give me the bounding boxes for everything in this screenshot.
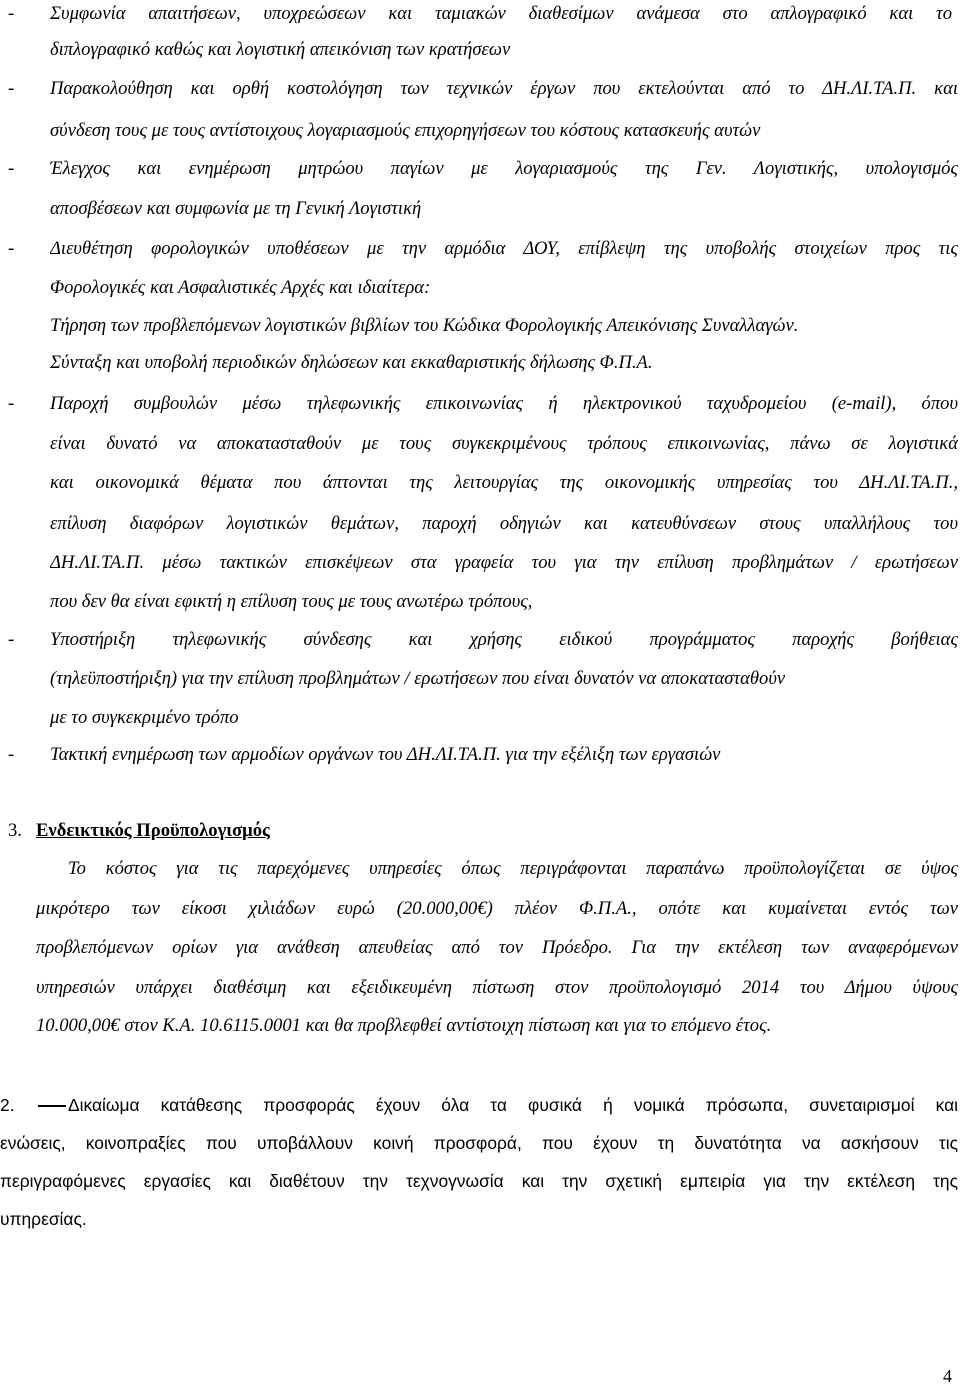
bullet-text: αποσβέσεων και συμφωνία με τη Γενική Λογιστική [50,198,422,219]
bullet-dash: - [8,629,15,650]
bullet-text: Διευθέτηση φορολογικών υποθέσεων με την αρμόδια ΔΟΥ, επίβλεψη της υποβολής στοιχείων προς τις [50,238,958,259]
paragraph-text: υπηρεσίας. [0,1209,87,1229]
bullet-dash: - [8,393,15,414]
paragraph-text: υπηρεσιών υπάρχει διαθέσιμη και εξειδικευμένη πίστωση στον προϋπολογισμό 2014 του Δήμου ύψους [36,977,958,998]
paragraph-text: προβλεπόμενων ορίων για ανάθεση απευθείας από τον Πρόεδρο. Για την εκτέλεση των αναφερόμενων [36,937,958,958]
section-title: Ενδεικτικός Προϋπολογισμός [36,820,270,841]
bullet-text: επίλυση διαφόρων λογιστικών θεμάτων, παροχή οδηγιών και κατευθύνσεων στους υπαλλήλους του [50,513,958,534]
bullet-text: σύνδεση τους με τους αντίστοιχους λογαριασμούς επιχορηγήσεων του κόστους κατασκευής αυτών [50,120,761,141]
paragraph-text: ενώσεις, κοινοπραξίες που υποβάλλουν κοινή προσφορά, που έχουν τη δυνατότητα να ασκήσουν τις [0,1133,958,1153]
bullet-text: με το συγκεκριμένο τρόπο [50,707,239,728]
bullet-text: Τακτική ενημέρωση των αρμοδίων οργάνων του ΔΗ.ΛΙ.ΤΑ.Π. για την εξέλιξη των εργασιών [50,744,721,765]
bullet-text: Φορολογικές και Ασφαλιστικές Αρχές και ιδιαίτερα: [50,277,431,298]
bullet-dash: - [8,158,15,179]
bullet-text: Έλεγχος και ενημέρωση μητρώου παγίων με λογαριασμούς της Γεν. Λογιστικής, υπολογισμός [50,158,958,179]
paragraph-text: μικρότερο των είκοσι χιλιάδων ευρώ (20.000,00€) πλέον Φ.Π.Α., οπότε και κυμαίνεται εντός των [36,898,958,919]
paragraph-text: Δικαίωμα κατάθεσης προσφοράς έχουν όλα τα φυσικά ή νομικά πρόσωπα, συνεταιρισμοί και [68,1095,958,1115]
bullet-text: Παρακολούθηση και ορθή κοστολόγηση των τεχνικών έργων που εκτελούνται από το ΔΗ.ΛΙ.ΤΑ.Π. και [50,78,958,99]
bullet-dash: - [8,3,15,24]
bullet-text: που δεν θα είναι εφικτή η επίλυση τους με τους ανωτέρω τρόπους, [50,591,533,612]
bullet-text: είναι δυνατό να αποκατασταθούν με τους συγκεκριμένους τρόπους επικοινωνίας, πάνω σε λογιστικά [50,433,958,454]
bullet-dash: - [8,238,15,259]
bullet-text: Συμφωνία απαιτήσεων, υποχρεώσεων και ταμιακών διαθεσίμων ανάμεσα στο απλογραφικό και το [50,3,952,24]
paragraph-text: Το κόστος για τις παρεχόμενες υπηρεσίες όπως περιγράφονται παραπάνω προϋπολογίζεται σε ύψος [68,858,958,879]
bullet-text: Τήρηση των προβλεπόμενων λογιστικών βιβλίων του Κώδικα Φορολογικής Απεικόνισης Συναλλαγών. [50,315,799,336]
bullet-text: (τηλεϋποστήριξη) για την επίλυση προβλημάτων / ερωτήσεων που είναι δυνατόν να αποκατασταθούν [50,668,786,689]
bullet-dash: - [8,78,15,99]
page-number: 4 [943,1366,952,1386]
bullet-text: ΔΗ.ΛΙ.ΤΑ.Π. μέσω τακτικών επισκέψεων στα γραφεία του για την επίλυση προβλημάτων / ερωτήσεων [50,552,958,573]
bullet-text: διπλογραφικό καθώς και λογιστική απεικόνιση των κρατήσεων [50,39,511,60]
section-number: 3. [8,820,22,841]
paragraph-text: 10.000,00€ στον Κ.Α. 10.6115.0001 και θα προβλεφθεί αντίστοιχη πίστωση και για το επόμενο έτος. [36,1015,772,1036]
bullet-text: Σύνταξη και υποβολή περιοδικών δηλώσεων και εκκαθαριστικής δήλωσης Φ.Π.Α. [50,352,653,373]
paragraph-text: περιγραφόμενες εργασίες και διαθέτουν την τεχνογνωσία και την σχετική εμπειρία για την εκτέλεση της [0,1171,958,1191]
bullet-text: και οικονομικά θέματα που άπτονται της λειτουργίας της οικονομικής υπηρεσίας του ΔΗ.ΛΙ.ΤΑ.Π., [50,472,958,493]
bullet-text: Παροχή συμβουλών μέσω τηλεφωνικής επικοινωνίας ή ηλεκτρονικού ταχυδρομείου (e-mail), όπου [50,393,958,414]
bullet-text: Υποστήριξη τηλεφωνικής σύνδεσης και χρήσης ειδικού προγράμματος παροχής βοήθειας [50,629,958,650]
section-number: 2. [0,1095,15,1115]
long-dash-mark [30,1093,70,1117]
bullet-dash: - [8,744,15,765]
